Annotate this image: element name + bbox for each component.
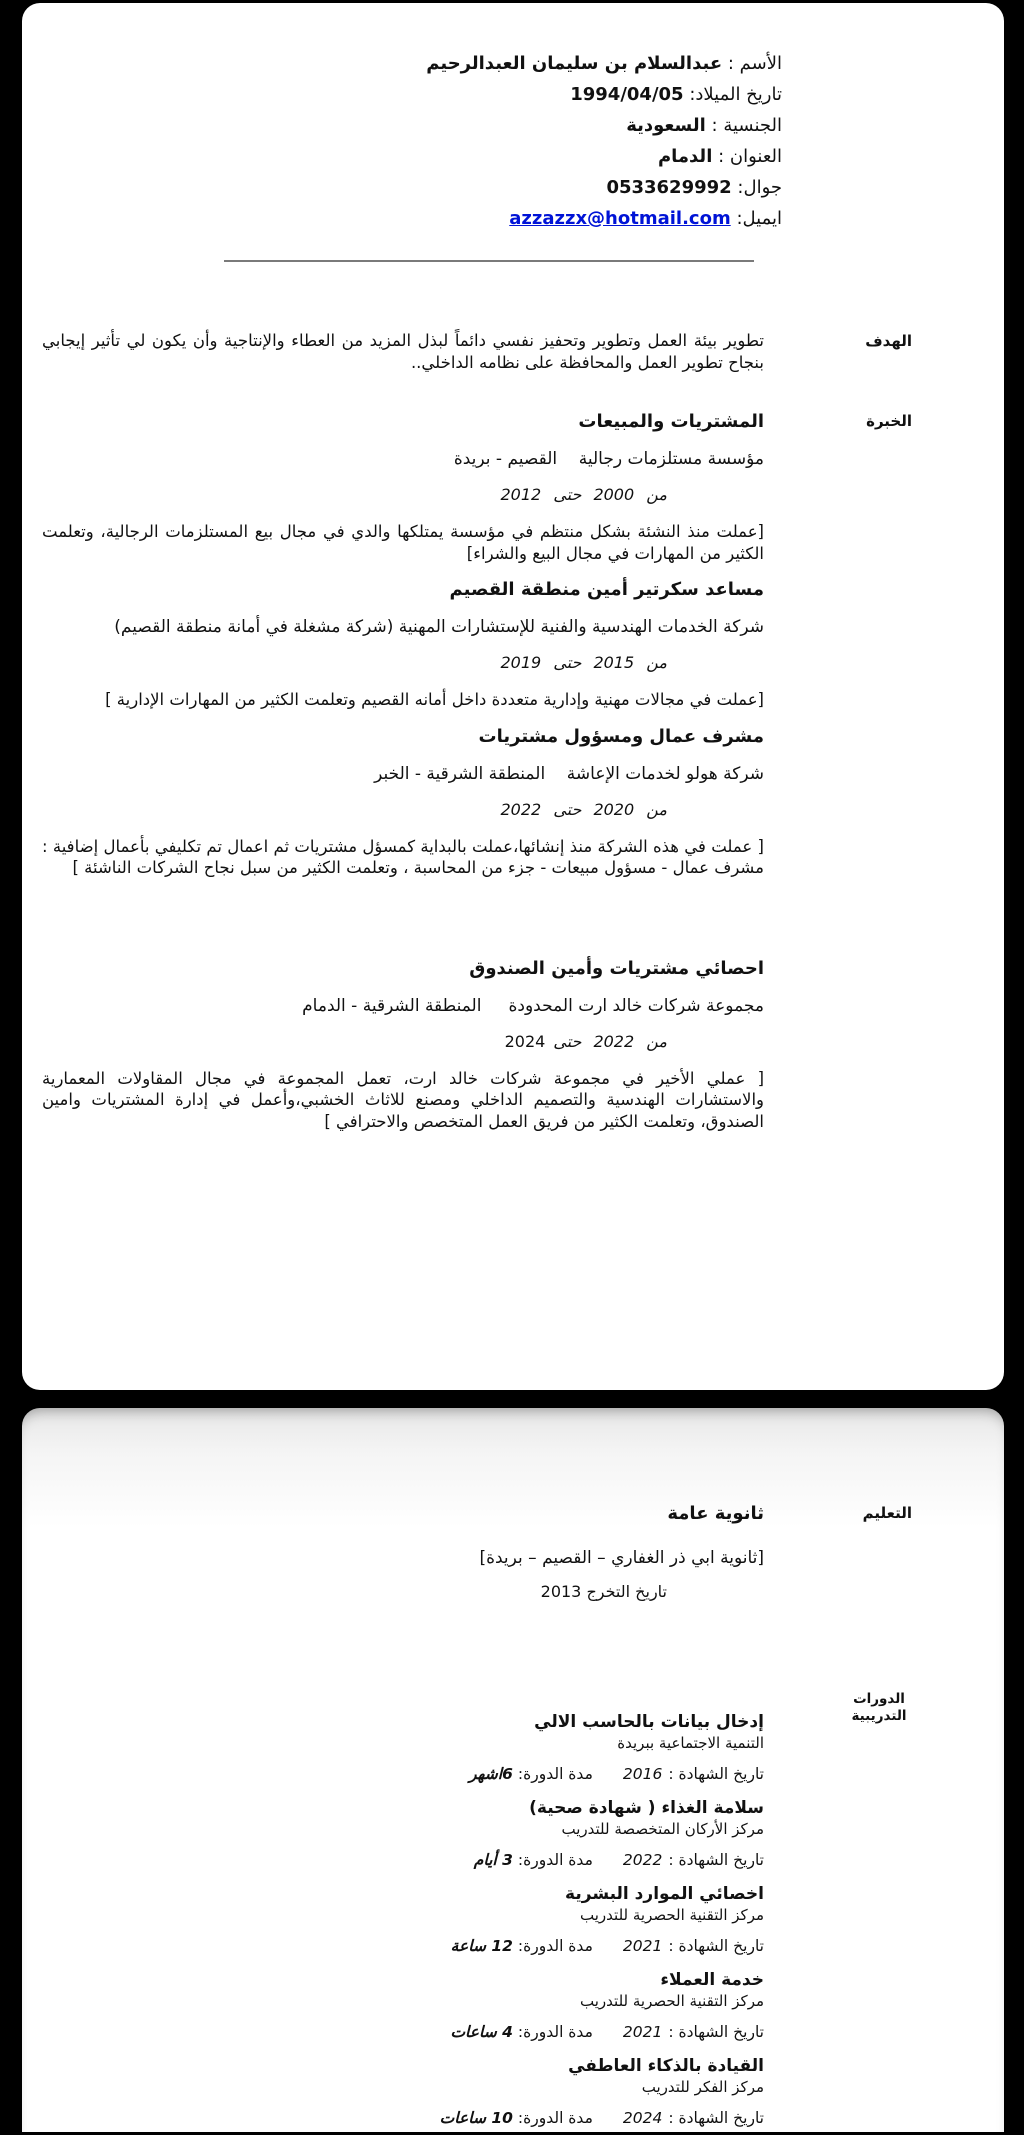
experience-title: المشتريات والمبيعات (578, 411, 764, 432)
certificate-year: 2016 (622, 1765, 663, 1783)
objective-text: تطوير بيئة العمل وتطوير وتحفيز نفسي دائماً لبذل المزيد من العطاء والإنتاجية وأن يكون لي تأثير إيجابي بنجاح تطوير العمل والمحافظة على نظامه الداخلي.. (42, 331, 764, 372)
education-section-label: التعليم (862, 1504, 912, 1522)
experience-period (42, 651, 667, 675)
course-date-line (42, 2108, 764, 2129)
experience-section-label: الخبرة (866, 412, 912, 430)
period-text: من 2015 حتى 2019 (500, 653, 667, 672)
objective-section-label: الهدف (865, 332, 912, 350)
experience-company: مؤسسة مستلزمات رجالية القصيم - بريدة (453, 449, 764, 469)
course-date-line (42, 1850, 764, 1871)
duration-label: مدة الدورة: (517, 2023, 593, 2041)
duration-value: 12 ساعة (450, 1937, 513, 1955)
email-link[interactable]: azzazzx@hotmail.com (509, 208, 731, 229)
objective-section (22, 330, 1004, 373)
certificate-year: 2021 (622, 2023, 663, 2041)
experience-section (22, 410, 1004, 1132)
certificate-date-label: تاريخ الشهادة : (668, 1937, 764, 1955)
nationality-value: السعودية (626, 115, 706, 136)
mobile-value: 0533629992 (606, 177, 732, 198)
certificate-date-label: تاريخ الشهادة : (668, 2023, 764, 2041)
period-end: 2024 (504, 1031, 546, 1051)
experience-period (42, 1030, 667, 1054)
contact-nationality-line (22, 110, 782, 141)
contact-block (22, 3, 1004, 234)
name-value: عبدالسلام بن سليمان العبدالرحيم (426, 53, 723, 74)
course-date-line (42, 1764, 764, 1785)
course-title: القيادة بالذكاء العاطفي (568, 2056, 764, 2076)
experience-entry (42, 957, 764, 1133)
course-organization: التنمية الاجتماعية ببريدة (617, 1734, 764, 1752)
duration-value: 10 ساعات (439, 2109, 513, 2127)
course-organization: مركز الفكر للتدريب (641, 2078, 764, 2096)
certificate-year: 2024 (622, 2109, 663, 2127)
contact-name-line (22, 48, 782, 79)
duration-value: 3 أيام (473, 1851, 513, 1869)
course-list (42, 1689, 764, 2129)
course-entry (42, 1969, 764, 2043)
course-organization: مركز التقنية الحصرية للتدريب (580, 1906, 764, 1924)
certificate-date-label: تاريخ الشهادة : (668, 1851, 764, 1869)
education-degree: ثانوية عامة (667, 1503, 764, 1524)
birthdate-label: تاريخ الميلاد: (689, 84, 782, 105)
contact-birthdate-line (22, 79, 782, 110)
separator-line (224, 260, 754, 262)
duration-value: 4 ساعات (450, 2023, 513, 2041)
course-entry (42, 2055, 764, 2129)
course-title: سلامة الغذاء ( شهادة صحية) (529, 1798, 764, 1818)
duration-label: مدة الدورة: (517, 2109, 593, 2127)
experience-entry (42, 578, 764, 711)
experience-description: [عملت منذ النشئة بشكل منتظم في مؤسسة يمتلكها والدي في مجال بيع المستلزمات الرجالية، وتعلمت الكثير من المهارات في مجال البيع والشراء] (42, 522, 764, 563)
education-section (22, 1502, 1004, 1604)
duration-label: مدة الدورة: (517, 1851, 593, 1869)
contact-mobile-line (22, 172, 782, 203)
certificate-date-label: تاريخ الشهادة : (668, 2109, 764, 2127)
contact-email-line (22, 203, 782, 234)
course-entry (42, 1711, 764, 1785)
course-organization: مركز الأركان المتخصصة للتدريب (561, 1820, 764, 1838)
period-text: من 2000 حتى 2012 (500, 485, 667, 504)
experience-period (42, 483, 667, 507)
duration-value: 6اشهر (469, 1765, 513, 1783)
mobile-label: جوال: (737, 177, 782, 198)
duration-label: مدة الدورة: (517, 1765, 593, 1783)
experience-title: مشرف عمال ومسؤول مشتريات (478, 725, 764, 747)
course-date-line (42, 2022, 764, 2043)
page-gap (0, 1390, 1024, 1408)
birthdate-value: 1994/04/05 (570, 84, 684, 105)
period-text: من 2020 حتى 2022 (500, 799, 667, 819)
nationality-label: الجنسية : (711, 115, 782, 136)
courses-section (22, 1689, 1004, 2129)
experience-description: [عملت في مجالات مهنية وإدارية متعددة داخل أمانه القصيم وتعلمت الكثير من المهارات الإدارية ] (105, 690, 764, 709)
course-title: إدخال بيانات بالحاسب الالي (534, 1712, 764, 1732)
experience-entry (42, 725, 764, 879)
education-graduation-date: تاريخ التخرج 2013 (540, 1582, 667, 1601)
course-entry (42, 1797, 764, 1871)
resume-page-2 (22, 1408, 1004, 2132)
courses-section-label: الدورات التدريبية (851, 1691, 907, 1724)
email-label: ايميل: (736, 208, 782, 229)
education-school: [ثانوية ابي ذر الغفاري – القصيم – بريدة] (479, 1548, 764, 1568)
course-organization: مركز التقنية الحصرية للتدريب (580, 1992, 764, 2010)
certificate-year: 2021 (622, 1937, 663, 1955)
experience-period (42, 798, 667, 822)
course-title: اخصائي الموارد البشرية (565, 1884, 764, 1904)
experience-company: مجموعة شركات خالد ارت المحدودة المنطقة الشرقية - الدمام (302, 995, 764, 1016)
certificate-year: 2022 (622, 1851, 663, 1869)
document-preview (0, 3, 1024, 2135)
duration-label: مدة الدورة: (517, 1937, 593, 1955)
experience-company: شركة هولو لخدمات الإعاشة المنطقة الشرقية - الخبر (374, 763, 764, 784)
experience-description: [ عملي الأخير في مجموعة شركات خالد ارت، تعمل المجموعة في مجال المقاولات المعمارية والاستشارات الهندسية والتصميم الداخلي ومصنع للاثاث الخشبي،وأعمل في إدارة المشتريات وامين الصندوق، وتعلمت الكثير من فريق العمل المتخصص والاحترافي ] (42, 1068, 764, 1131)
certificate-date-label: تاريخ الشهادة : (668, 1765, 764, 1783)
course-entry (42, 1883, 764, 1957)
address-value: الدمام (657, 146, 713, 167)
resume-page-1 (22, 3, 1004, 1390)
address-label: العنوان : (718, 146, 782, 167)
contact-address-line (22, 141, 782, 172)
course-date-line (42, 1936, 764, 1957)
experience-entry (42, 410, 764, 564)
period-text: من 2022 حتى (553, 1031, 667, 1051)
experience-title: مساعد سكرتير أمين منطقة القصيم (449, 579, 764, 600)
experience-title: احصائي مشتريات وأمين الصندوق (469, 957, 764, 979)
experience-description: [ عملت في هذه الشركة منذ إنشائها،عملت بالبداية كمسؤل مشتريات ثم اعمال تم تكليفي بأعمال إضافية : مشرف عمال - مسؤول مبيعات - جزء من المحاسبة ، وتعلمت الكثير من سبل نجاح الشركات الناشئة ] (42, 836, 764, 877)
course-title: خدمة العملاء (660, 1970, 764, 1990)
name-label: الأسم : (727, 53, 782, 74)
experience-company: شركة الخدمات الهندسية والفنية للإستشارات المهنية (شركة مشغلة في أمانة منطقة القصيم) (114, 617, 764, 637)
